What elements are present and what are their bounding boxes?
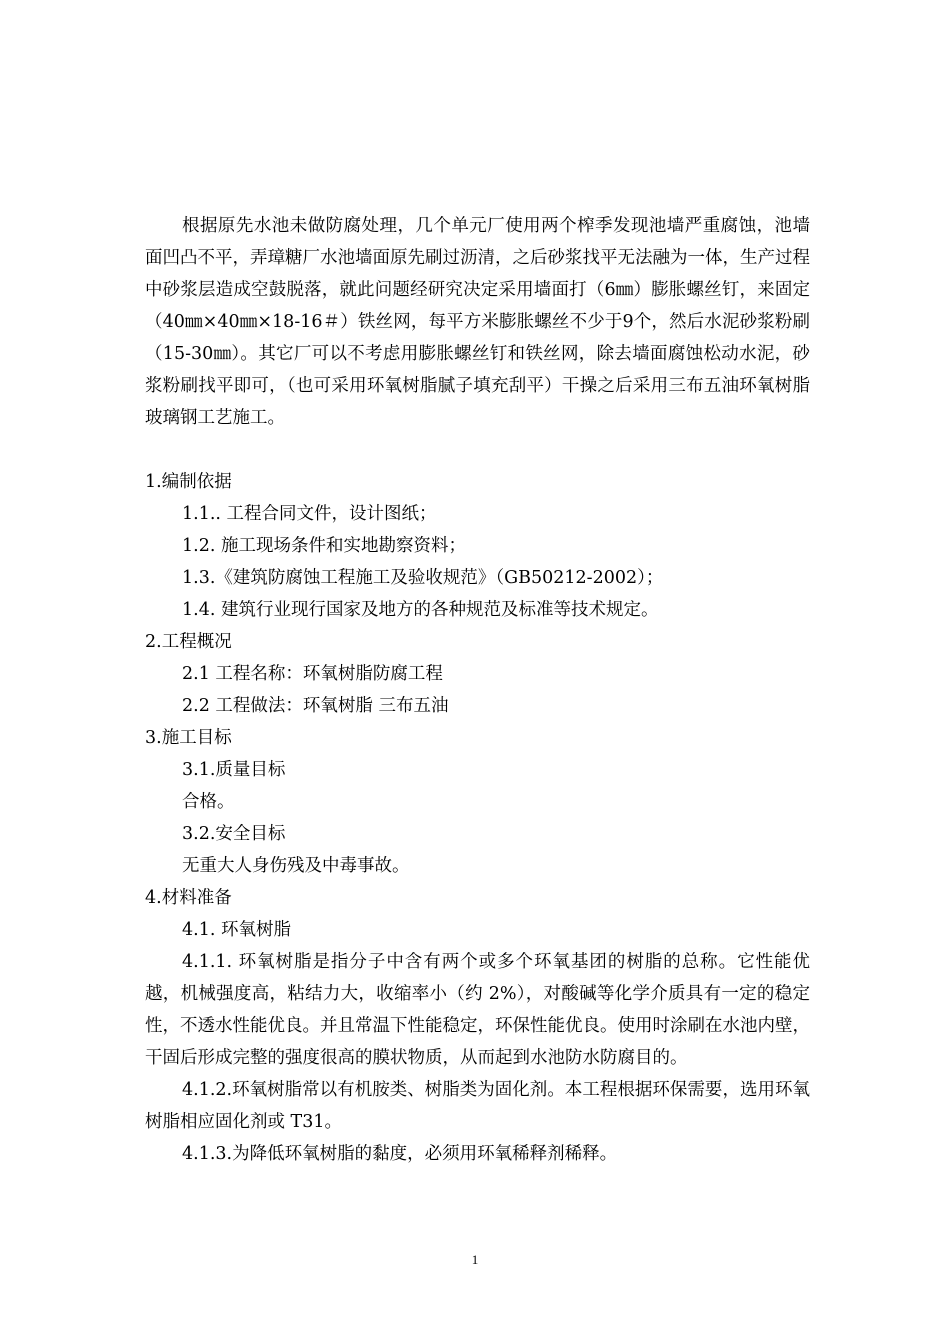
page-content bbox=[145, 210, 810, 1170]
section-1-item: 1.4. 建筑行业现行国家及地方的各种规范及标准等技术规定。 bbox=[182, 600, 659, 620]
section-1-item: 1.2. 施工现场条件和实地勘察资料； bbox=[182, 536, 466, 556]
section-1-item: 1.1.. 工程合同文件，设计图纸； bbox=[182, 504, 437, 524]
section-1-heading: 1.编制依据 bbox=[145, 472, 232, 492]
quality-goal-text: 合格。 bbox=[182, 792, 235, 812]
section-2-item: 2.1 工程名称：环氧树脂防腐工程 bbox=[182, 664, 443, 684]
section-3-heading: 3.施工目标 bbox=[145, 728, 232, 748]
spacer bbox=[145, 434, 810, 466]
section-2-heading: 2.工程概况 bbox=[145, 632, 232, 652]
safety-goal-heading: 3.2.安全目标 bbox=[182, 824, 286, 844]
section-2-item: 2.2 工程做法：环氧树脂 三布五油 bbox=[182, 696, 449, 716]
epoxy-subheading: 4.1. 环氧树脂 bbox=[182, 920, 291, 940]
epoxy-paragraph-1: 4.1.1. 环氧树脂是指分子中含有两个或多个环氧基团的树脂的总称。它性能优越，机械强度高，粘结力大，收缩率小（约 2%），对酸碱等化学介质具有一定的稳定性，不透水性能优良。并且常温下性能稳定，环保性能优良。使用时涂刷在水池内壁，干固后形成完整的强度很高的膜状物质，从而起到水池防水防腐目的。 bbox=[145, 952, 810, 1068]
page-number: 1 bbox=[471, 1252, 479, 1267]
section-4-heading: 4.材料准备 bbox=[145, 888, 232, 908]
quality-goal-heading: 3.1.质量目标 bbox=[182, 760, 286, 780]
section-1-item: 1.3.《建筑防腐蚀工程施工及验收规范》（GB50212-2002）； bbox=[182, 568, 664, 588]
epoxy-paragraph-2: 4.1.2.环氧树脂常以有机胺类、树脂类为固化剂。本工程根据环保需要，选用环氧树脂相应固化剂或 T31。 bbox=[145, 1080, 810, 1132]
safety-goal-text: 无重大人身伤残及中毒事故。 bbox=[182, 856, 410, 876]
intro-paragraph: 根据原先水池未做防腐处理，几个单元厂使用两个榨季发现池墙严重腐蚀，池墙面凹凸不平，弄璋糖厂水池墙面原先刷过沥清，之后砂浆找平无法融为一体，生产过程中砂浆层造成空鼓脱落，就此问题经研究决定采用墙面打（6㎜）膨胀螺丝钉，来固定（40㎜×40㎜×18-16＃）铁丝网，每平方米膨胀螺丝不少于9个，然后水泥砂浆粉刷（15-30㎜）。其它厂可以不考虑用膨胀螺丝钉和铁丝网，除去墙面腐蚀松动水泥，砂浆粉刷找平即可，（也可采用环氧树脂腻子填充刮平）干操之后采用三布五油环氧树脂玻璃钢工艺施工。 bbox=[145, 216, 810, 428]
epoxy-paragraph-3: 4.1.3.为降低环氧树脂的黏度，必须用环氧稀释剂稀释。 bbox=[182, 1144, 618, 1164]
